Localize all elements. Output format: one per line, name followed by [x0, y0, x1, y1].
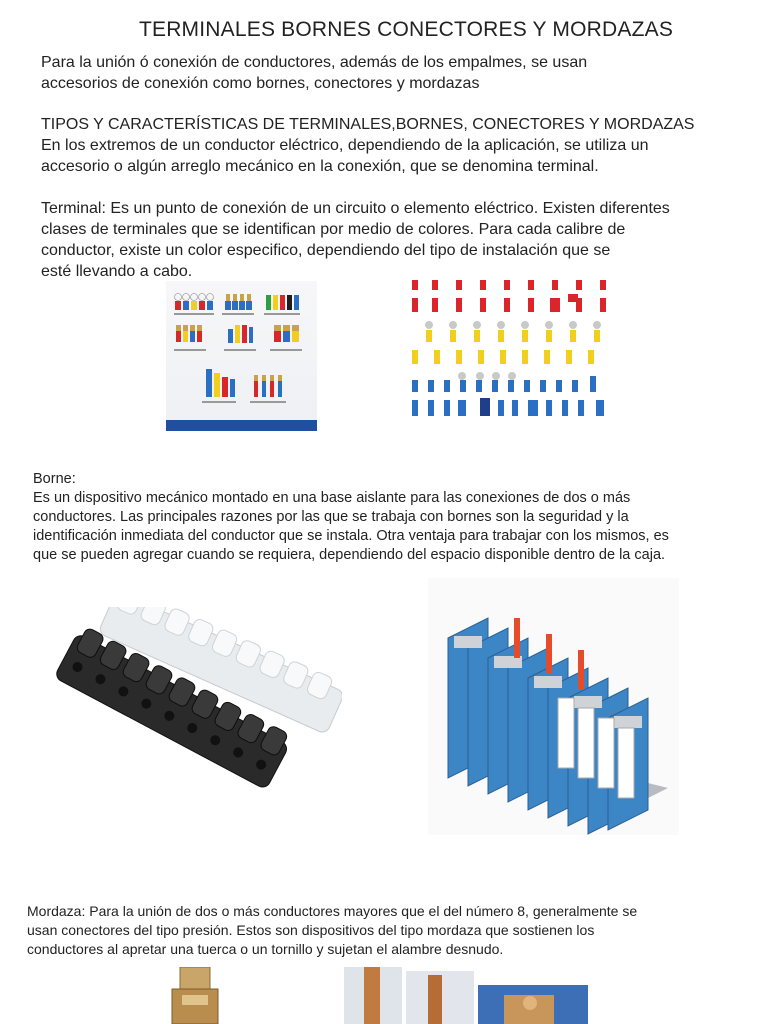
borne-line: conductores. Las principales razones por las que se trabaja con bornes son la seguridad y la	[33, 509, 629, 525]
terminal-line: clases de terminales que se identifican por medio de colores. Para cada calibre de	[41, 221, 626, 238]
din-terminal-blocks-image	[428, 578, 679, 835]
borne-line: identificación inmediata del conductor que se instala. Otra ventaja para trabajar con los mismos, es	[33, 528, 669, 544]
terminal-line: esté llevando a cabo.	[41, 263, 193, 280]
tipos-line: accesorio o algún arreglo mecánico en la conexión, que se denomina terminal.	[41, 158, 599, 175]
colored-terminals-image	[396, 268, 644, 430]
brass-connector-illustration	[152, 967, 237, 1024]
mordaza-line: Mordaza: Para la unión de dos o más conductores mayores que el del número 8, generalmente se	[27, 903, 638, 919]
terminal-types-illustration	[166, 281, 317, 431]
terminal-types-poster-image	[166, 281, 317, 431]
copper-connectors-illustration	[344, 967, 588, 1024]
intro-paragraph	[41, 52, 587, 94]
copper-connectors-image	[344, 967, 588, 1024]
terminal-row-blue	[412, 376, 604, 416]
terminal-row-yellow	[412, 330, 600, 364]
mordaza-line: conductores al apretar una tuerca o un tornillo y sujetan el alambre desnudo.	[27, 941, 504, 957]
din-terminal-blocks-illustration	[428, 578, 679, 835]
tipos-heading: TIPOS Y CARACTERÍSTICAS DE TERMINALES,BORNES, CONECTORES Y MORDAZAS	[41, 116, 695, 133]
terminal-line: conductor, existe un color especifico, dependiendo del tipo de instalación que se	[41, 242, 611, 259]
tipos-line: En los extremos de un conductor eléctrico, dependiendo de la aplicación, se utiliza un	[41, 137, 649, 154]
tipos-paragraph	[41, 114, 694, 177]
borne-paragraph	[33, 470, 669, 565]
terminal-strips-illustration	[54, 607, 342, 819]
page-title: TERMINALES BORNES CONECTORES Y MORDAZAS	[138, 18, 674, 41]
mordaza-paragraph	[27, 902, 637, 959]
poster-footer-bar	[166, 420, 317, 431]
borne-line: Es un dispositivo mecánico montado en una base aislante para las conexiones de dos o más	[33, 490, 631, 506]
terminal-row-red	[412, 280, 606, 312]
brass-connector-image	[152, 967, 237, 1024]
intro-line: accesorios de conexión como bornes, conectores y mordazas	[41, 75, 480, 92]
terminal-line: Terminal: Es un punto de conexión de un circuito o elemento eléctrico. Existen diferentes	[41, 200, 670, 217]
borne-heading: Borne:	[33, 471, 76, 487]
colored-terminals-grid	[396, 268, 644, 430]
intro-line: Para la unión ó conexión de conductores, además de los empalmes, se usan	[41, 54, 588, 71]
mordaza-line: usan conectores del tipo presión. Estos son dispositivos del tipo mordaza que sostienen los	[27, 922, 595, 938]
terminal-strips-image	[54, 607, 342, 819]
borne-line: que se pueden agregar cuando se requiera, dependiendo del espacio disponible dentro de la caja.	[33, 547, 666, 563]
